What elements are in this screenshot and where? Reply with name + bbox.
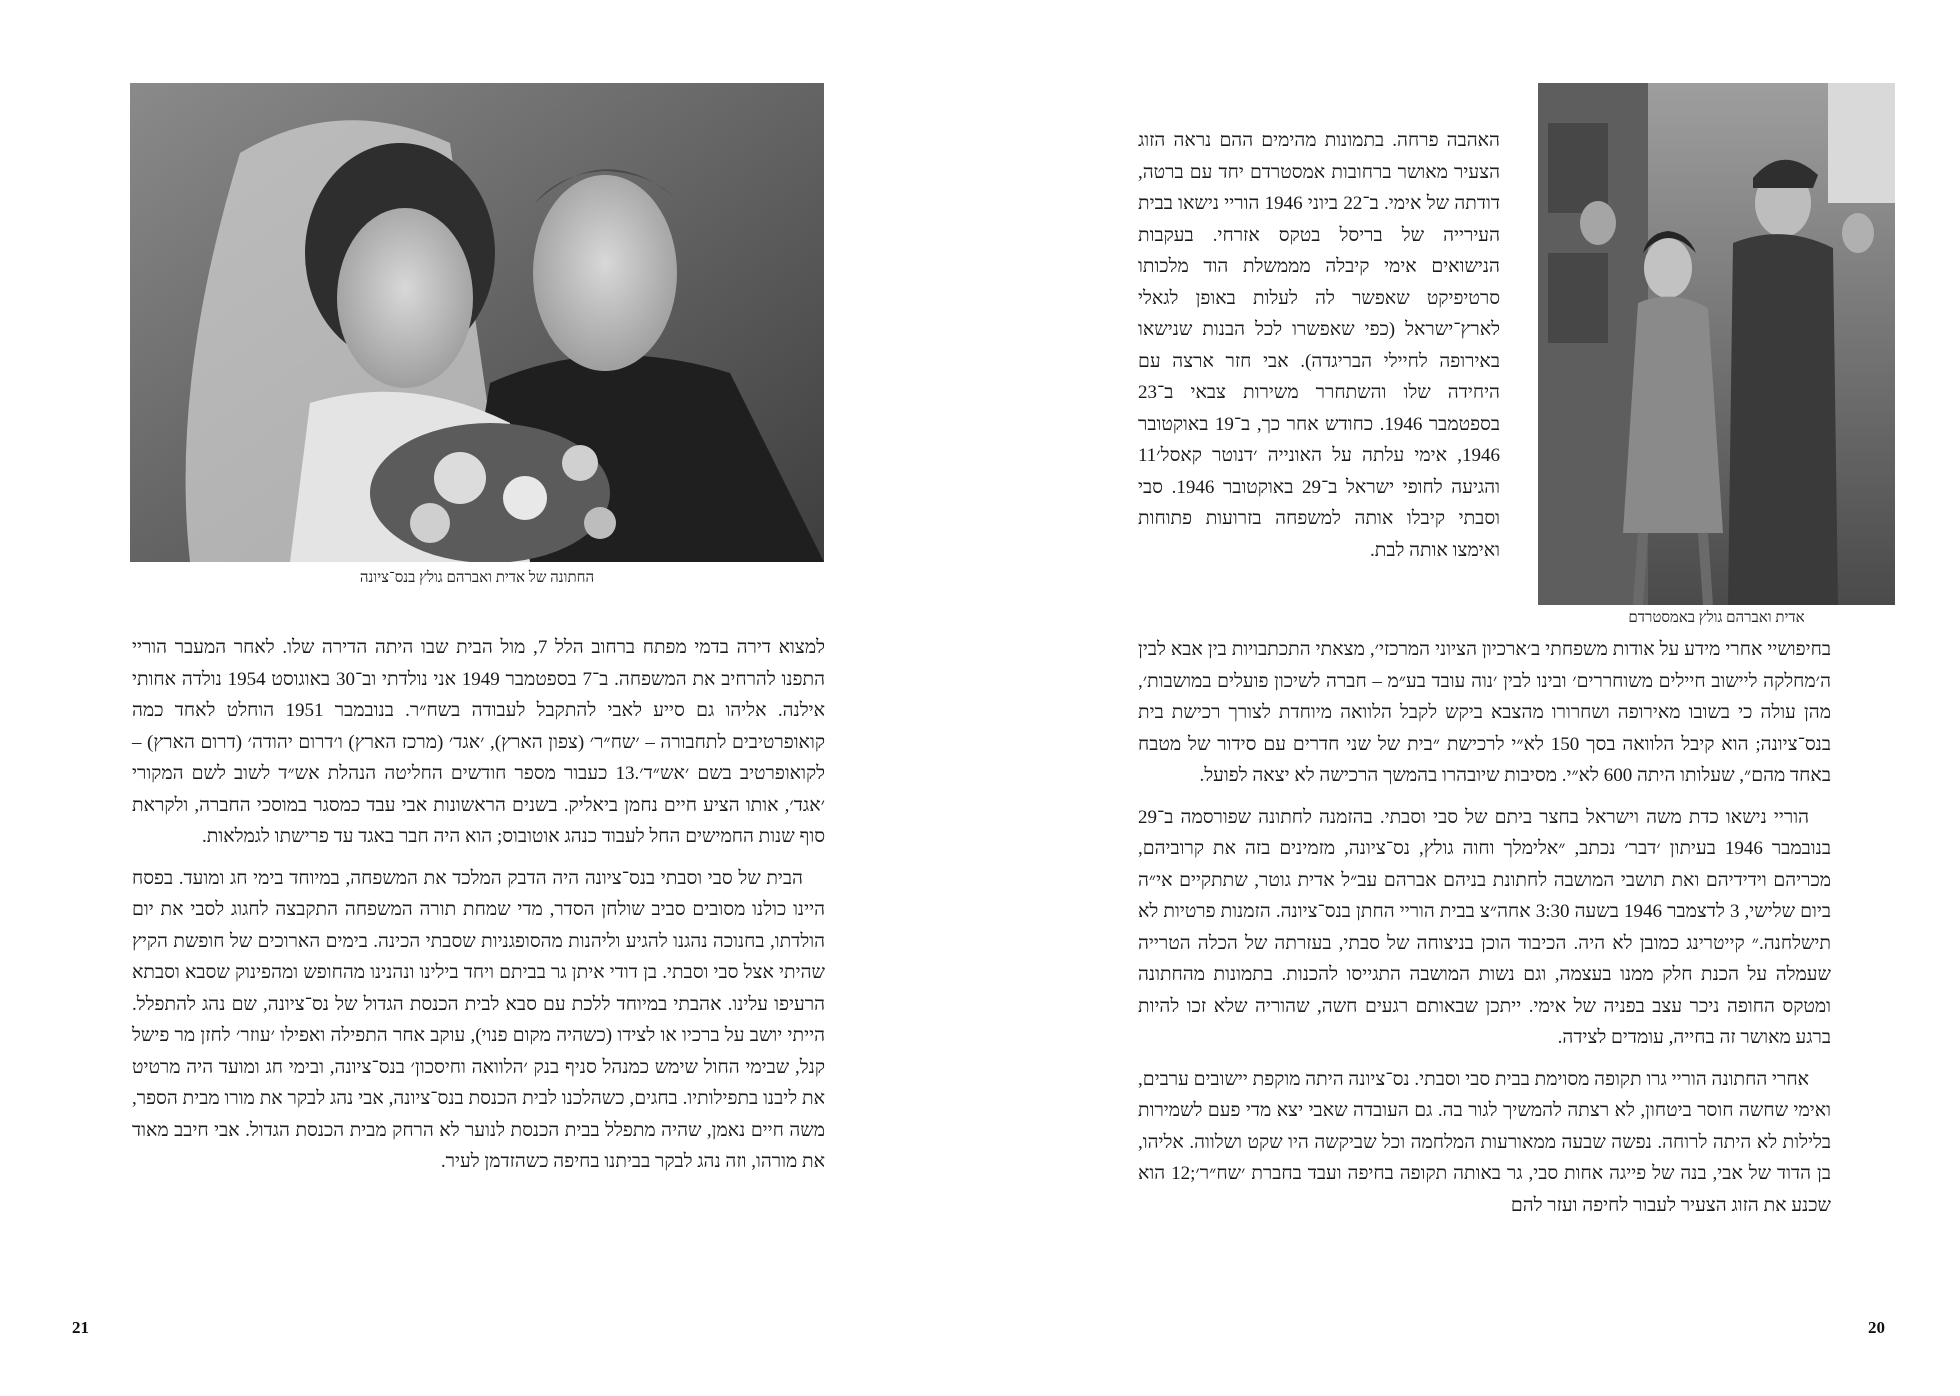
left-paragraph-1: למצוא דירה בדמי מפתח ברחוב הלל 7, מול הבית שבו היתה הדירה שלו. לאחר המעבר הוריי התפנו להרחיב את המשפחה. ב־7 בספטמבר 1949 אני נולדתי וב־30 באוגוסט 1954 נולדה אחותי אילנה. אליהו גם סייע לאבי להתקבל לעבודה בשח״ר. בנובמבר 1951 הוחלט לאחד כמה קואופרטיבים לתחבורה – ׳שח״ר׳ (צפון הארץ), ׳אגד׳ (מרכז הארץ) ו׳דרום יהודה׳ (דרום הארץ) – לקואופרטיב בשם ׳אש״ד׳.13 כעבור מספר חודשים החליטה הנהלת אש״ד לשוב לשם המקורי ׳אגד׳, אותו הציע חיים נחמן ביאליק. בשנים הראשונות אבי עבד כמסגר במוסכי החברה, ולקראת סוף שנות החמישים החל לעבוד כנהג אוטובוס; הוא היה חבר באגד עד פרישתו לגמלאות. [132, 637, 826, 847]
left-page-body [132, 632, 825, 1178]
right-page-top-body [1138, 125, 1500, 566]
left-paragraph-2: הבית של סבי וסבתי בנס־ציונה היה הדבק המלכד את המשפחה, במיוחד בימי חג ומועד. בפסח היינו כולנו מסובים סביב שולחן הסדר, מדי שמחת תורה המשפחה התקבצה לחגוג לסבי את יום הולדתו, בחנוכה נהגנו להגיע וליהנות מהסופגניות שסבתי הכינה. בימים הארוכים של חופשת הקיץ שהיתי אצל סבי וסבתי. בן דודי איתן גר בביתם ויחד בילינו ונהנינו מהחופש ומהפינוק שסבא וסבתא הרעיפו עלינו. אהבתי במיוחד ללכת עם סבא לבית הכנסת הגדול של נס־ציונה, שם נהג להתפלל. הייתי יושב על ברכיו או לצידו (כשהיה מקום פנוי), עוקב אחר התפילה ואפילו ׳עוזר׳ לחזן מר פישל קנל, שבימי החול שימש כמנהל סניף בנק ׳הלוואה וחיסכון׳ בנס־ציונה, ובימי חג ומועד היה מרטיט את ליבנו בתפילותיו. בחגים, כשהלכנו לבית הכנסת בנס־ציונה, אבי נהג לבקר את מורו מבית הספר, משה חיים נאמן, שהיה מתפלל בבית הכנסת לנוער לא הרחק מבית הכנסת הגדול. אבי חיבב מאוד את מורהו, וזה נהג לבקר בביתנו בחיפה כשהזדמן לעיר. [132, 867, 825, 1172]
right-page [980, 0, 1960, 1396]
wedding-photo-caption: החתונה של אדית ואברהם גולץ בנס־ציונה [359, 570, 595, 586]
right-page-body [1138, 634, 1831, 1221]
right-paragraph-3: אחרי החתונה הוריי גרו תקופה מסוימת בבית סבי וסבתי. נס־ציונה היתה מוקפת יישובים ערבים, ואימי שחשה חוסר ביטחון, לא רצתה להמשיך לגור בה. גם העובדה שאבי יצא מדי פעם לשמירות בלילות לא היתה לרוחה. נפשה שבעה ממאורעות המלחמה וכל שביקשה היו שקט ושלווה. אליהו, בן הדוד של אבי, בנה של פייגה אחות סבי, גר באותה תקופה בחיפה ועבד בחברת ׳שח״ר׳;12 הוא שכנע את הזוג הצעיר לעבור לחיפה ועזר להם [1138, 1068, 1831, 1216]
right-top-paragraph: האהבה פרחה. בתמונות מהימים ההם נראה הזוג הצעיר מאושר ברחובות אמסטרדם יחד עם ברטה, דודתה של אימי. ב־22 ביוני 1946 הוריי נישאו בבית העירייה של בריסל בטקס אזרחי. בעקבות הנישואים אימי קיבלה מממשלת הוד מלכותו סרטיפיקט שאפשר לה לעלות באופן לגאלי לארץ־ישראל (כפי שאפשרו לכל הבנות שנישאו באירופה לחיילי הבריגדה). אבי חזר ארצה עם היחידה שלו והשתחרר משירות צבאי ב־23 בספטמבר 1946. כחודש אחר כך, ב־19 באוקטובר 1946, אימי עלתה על האונייה ׳דנוטר קאסל׳11 והגיעה לחופי ישראל ב־29 באוקטובר 1946. סבי וסבתי קיבלו אותה למשפחה בזרועות פתוחות ואימצו אותה לבת. [1138, 130, 1500, 561]
page-number-right: 20 [1868, 1318, 1885, 1337]
page-number-left: 21 [72, 1318, 89, 1337]
right-paragraph-2: הוריי נישאו כדת משה וישראל בחצר ביתם של סבי וסבתי. בהזמנה לחתונה שפורסמה ב־29 בנובמבר 1946 בעיתון ׳דבר׳ נכתב, ״אלימלך וחוה גולץ, נס־ציונה, מזמינים בזה את קרוביהם, מכריהם וידידיהם ואת תושבי המושבה לחתונת בניהם אברהם עב״ל אדית גוטר, שתתקיים אי״ה ביום שלישי, 3 לדצמבר 1946 בשעה 3:30 אחה״צ בבית הוריי החתן בנס־ציונה. הזמנות פרטיות לא תישלחנה.״ קייטרינג כמובן לא היה. הכיבוד הוכן בניצוחה של סבתי, בעזרתה של הכלה הטרייה שעמלה על הכנת חלק ממנו בעצמה, וגם נשות המושבה התגייסו להכנות. בתמונות מהחתונה ומטקס החופה ניכר עצב בפניה של אימי. ייתכן שבאותם רגעים חשה, שהוריה שלא זכו להיות ברגע מאושר זה בחייה, עומדים לצידה. [1138, 806, 1831, 1048]
right-paragraph-1: בחיפושיי אחרי מידע על אודות משפחתי ב׳ארכיון הציוני המרכזי׳, מצאתי התכתבויות בין אבא לבין ה׳מחלקה ליישוב חיילים משוחררים׳ ובינו לבין ׳נוה עובד בע״מ – חברה לשיכון פועלים במושבות׳, מהן עולה כי בשובו מאירופה ושחרורו מהצבא ביקש לקבל הלוואה מיוחדת לצורך רכישת בית בנס־ציונה; הוא קיבל הלוואה בסך 150 לא״י לרכישת ״בית של שני חדרים עם סידור של מטבח באחד מהם״, שעלותו היתה 600 לא״י. מסיבות שיובהרו בהמשך הרכישה לא יצאה לפועל. [1138, 639, 1832, 786]
amsterdam-photo [1538, 83, 1895, 605]
amsterdam-photo-caption: אדית ואברהם גולץ באמסטרדם [1628, 610, 1805, 626]
wedding-photo [130, 83, 824, 562]
